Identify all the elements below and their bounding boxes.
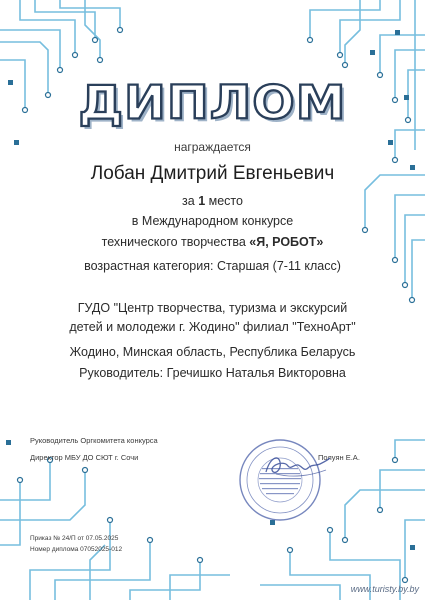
place-prefix: за	[182, 194, 199, 208]
place-suffix: место	[205, 194, 243, 208]
diploma-title-wrap	[0, 74, 425, 132]
signature	[262, 448, 332, 484]
organization-line-2: детей и молодежи г. Жодино" филиал "ТехноАрт"	[69, 320, 356, 334]
signer-name: Полуян Е.А.	[318, 453, 360, 462]
contest-line-1: в Международном конкурсе	[131, 214, 294, 228]
place-line	[0, 194, 425, 208]
watermark: www.turistу.by.by	[350, 584, 419, 594]
contest-line-2	[0, 235, 425, 249]
place-number: 1	[198, 194, 206, 208]
order-number: Приказ № 24/П от 07.05.2025	[30, 535, 119, 542]
organization-line-1: ГУДО "Центр творчества, туризма и экскурсий	[77, 301, 348, 315]
location: Жодино, Минская область, Республика Беларусь	[69, 345, 356, 359]
diploma-title: ДИПЛОМ	[78, 76, 347, 130]
mentor: Руководитель: Гречишко Наталья Викторовна	[79, 366, 346, 380]
diploma-number: Номер диплома 07052025-012	[30, 546, 123, 553]
age-category: возрастная категория: Старшая (7-11 класс)	[84, 259, 341, 273]
contest-line-2-prefix: технического творчества	[101, 235, 250, 249]
recipient-name: Лобан Дмитрий Евгеньевич	[90, 163, 335, 184]
awarded-text: награждается	[174, 140, 251, 154]
director-label: Директор МБУ ДО СЮТ г. Сочи	[30, 453, 139, 462]
contest-name: «Я, РОБОТ»	[249, 235, 324, 249]
committee-head-label: Руководитель Оргкомитета конкурса	[30, 436, 158, 445]
